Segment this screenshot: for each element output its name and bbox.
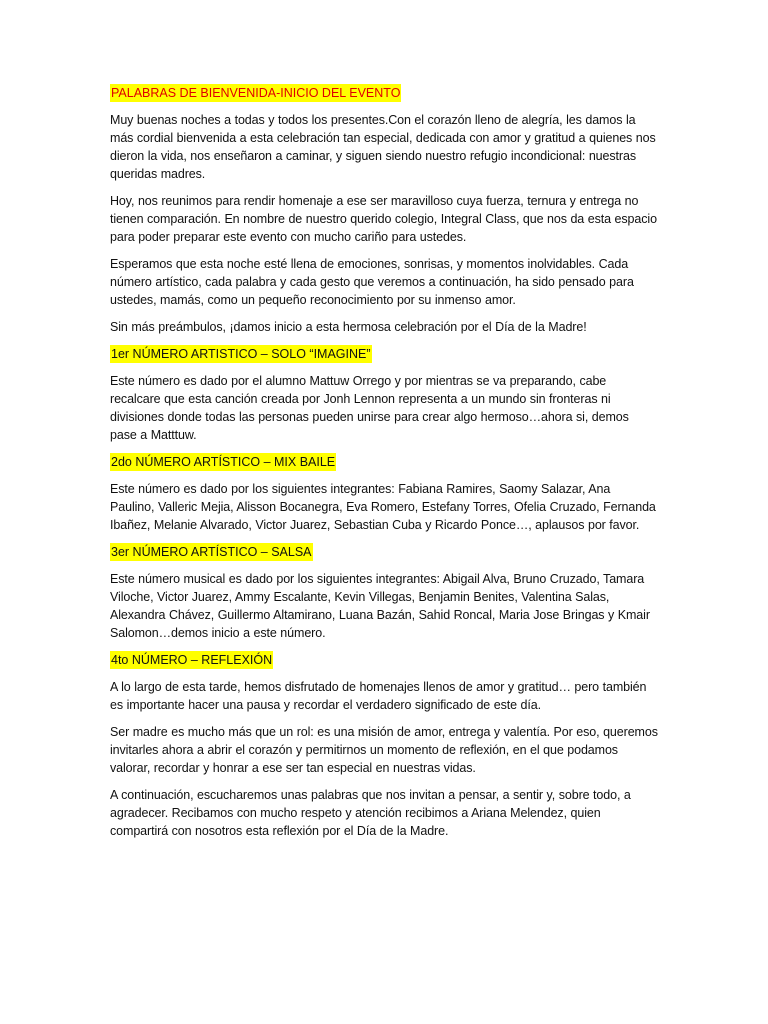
section-1-heading-wrap — [110, 345, 658, 372]
section-3-paragraph-1: Este número musical es dado por los siguientes integrantes: Abigail Alva, Bruno Cruzado, Tamara Viloche, Victor Juarez, Ammy Escalante, Kevin Villegas, Benjamin Benites, Valentina Salas, Alexandra Chávez, Guillermo Altamirano, Luana Bazán, Sahid Roncal, Maria Jose Bringas y Kmair Salomon…demos inicio a este número. — [110, 572, 650, 640]
document-page — [110, 84, 658, 849]
section-heading-1: 1er NÚMERO ARTISTICO – SOLO “IMAGINE” — [111, 347, 371, 361]
section-4-paragraph-1: A lo largo de esta tarde, hemos disfrutado de homenajes llenos de amor y gratitud… pero también es importante hacer una pausa y recordar el verdadero significado de este día. — [110, 680, 647, 712]
section-2-paragraph-1: Este número es dado por los siguientes integrantes: Fabiana Ramires, Saomy Salazar, Ana Paulino, Valleric Mejia, Alisson Bocanegra, Eva Romero, Estefany Torres, Ofelia Cruzado, Fernanda Ibañez, Melanie Alvarado, Victor Juarez, Sebastian Cuba y Ricardo Ponce…, aplausos por favor. — [110, 482, 656, 532]
section-heading-4: 4to NÚMERO – REFLEXIÓN — [111, 653, 273, 667]
section-3-heading-wrap — [110, 543, 658, 570]
document-title: PALABRAS DE BIENVENIDA-INICIO DEL EVENTO — [111, 86, 401, 100]
section-4-heading-wrap — [110, 651, 658, 678]
intro-paragraph-2: Hoy, nos reunimos para rendir homenaje a ese ser maravilloso cuya fuerza, ternura y entrega no tienen comparación. En nombre de nuestro querido colegio, Integral Class, que nos da esta espacio para poder preparar este evento con mucho cariño para ustedes. — [110, 194, 657, 244]
section-4-paragraph-2: Ser madre es mucho más que un rol: es una misión de amor, entrega y valentía. Por eso, queremos invitarles ahora a abrir el corazón y permitirnos un momento de reflexión, en el que podamos valorar, recordar y honrar a ese ser tan especial en nuestras vidas. — [110, 725, 658, 775]
section-2-heading-wrap — [110, 453, 658, 480]
intro-paragraph-4: Sin más preámbulos, ¡damos inicio a esta hermosa celebración por el Día de la Madre! — [110, 320, 587, 334]
section-heading-3: 3er NÚMERO ARTÍSTICO – SALSA — [111, 545, 312, 559]
section-1-paragraph-1: Este número es dado por el alumno Mattuw Orrego y por mientras se va preparando, cabe recalcare que esta canción creada por Jonh Lennon representa a un mundo sin fronteras ni divisiones donde todas las personas pueden unirse para crear algo hermoso…ahora si, demos pase a Matttuw. — [110, 374, 629, 442]
title-section — [110, 84, 658, 111]
section-heading-2: 2do NÚMERO ARTÍSTICO – MIX BAILE — [111, 455, 336, 469]
section-4-paragraph-3: A continuación, escucharemos unas palabras que nos invitan a pensar, a sentir y, sobre todo, a agradecer. Recibamos con mucho respeto y atención recibimos a Ariana Melendez, quien compartirá con nosotros esta reflexión por el Día de la Madre. — [110, 788, 631, 838]
intro-paragraph-3: Esperamos que esta noche esté llena de emociones, sonrisas, y momentos inolvidables. Cada número artístico, cada palabra y cada gesto que veremos a continuación, ha sido pensado para ustedes, mamás, como un pequeño reconocimiento por su inmenso amor. — [110, 257, 634, 307]
intro-paragraph-1: Muy buenas noches a todas y todos los presentes.Con el corazón lleno de alegría, les damos la más cordial bienvenida a esta celebración tan especial, dedicada con amor y gratitud a quienes nos dieron la vida, nos enseñaron a caminar, y siguen siendo nuestro refugio incondicional: nuestras queridas madres. — [110, 113, 656, 181]
